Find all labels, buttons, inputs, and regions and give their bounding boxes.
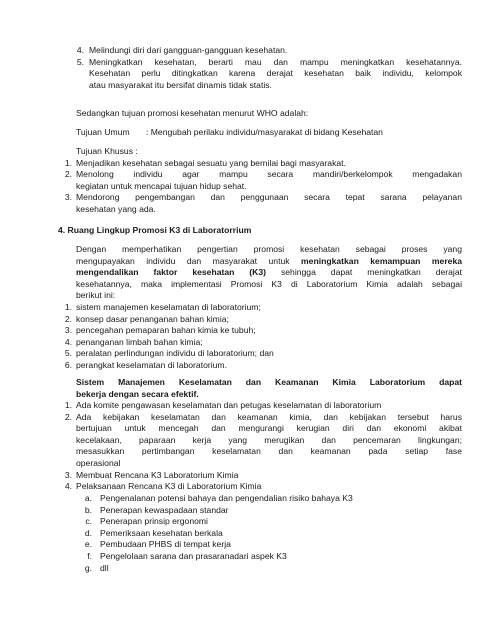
- list-item-continuation: Kesehatan perlu ditingkatkan karena derajat kesehatan baik individu, kelompok: [89, 68, 462, 79]
- tujuan-khusus: Tujuan Khusus : 1. Menjadikan kesehatan sebagai sesuatu yang bernilai bagi masyarakat. 2. Menolong individu agar mampu secara mandiri/berkelompok mengadakan kegiatan untuk mencapai tujuan hidup sehat. 3. Mendorong pengembangan dan penggunaan secara tepat sarana pelayanan kesehatan yang ada.: [0, 146, 494, 216]
- list-item: 3. Membuat Rencana K3 Laboratorium Kimia: [64, 469, 239, 480]
- sub-list-item: a. Pengenalanan potensi bahaya dan pengendalian risiko bahaya K3: [84, 493, 353, 503]
- section-heading: 4. Ruang Lingkup Promosi K3 di Laboratorrium: [58, 225, 252, 235]
- list-item: 5. peralatan perlindungan individu di laboratorium; dan: [64, 348, 274, 359]
- sub-list-item: b. Penerapan kewaspadaan standar: [84, 504, 229, 515]
- sub-list-item: g. dll: [84, 562, 109, 573]
- sub-list-item: f. Pengelolaan sarana dan prasaranadari aspek K3: [87, 550, 287, 561]
- smk-heading: Sistem Manajemen Keselamatan dan Keamanan Kimia Laboratorium dapat bekerja dengan secara efektif.: [76, 377, 462, 399]
- tujuan-umum: Tujuan Umum : Mengubah perilaku individu/masyarakat di bidang Kesehatan: [76, 127, 383, 137]
- list-item: 3. pencegahan pemaparan bahan kimia ke tubuh;: [64, 325, 256, 336]
- list-item: 4. Pelaksanaan Rencana K3 di Laboratorium Kimia: [64, 481, 262, 492]
- list-item: 4. penanganan limbah bahan kimia;: [64, 336, 203, 347]
- list-item: 2. Ada kebijakan keselamatan dan keamanan kimia, dan kebijakan tersebut harus: [64, 411, 462, 422]
- list-item: 2. konsep dasar penanganan bahan kimia;: [64, 313, 229, 324]
- list-item: 6. perangkat keselamatan di laboratorium.: [64, 359, 227, 370]
- list-item: 2. Menolong individu agar mampu secara mandiri/berkelompok mengadakan: [64, 169, 462, 180]
- sub-list-item: d. Pemeriksaan kesehatan berkala: [84, 527, 223, 538]
- list-item: 3. Mendorong pengembangan dan penggunaan secara tepat sarana pelayanan: [64, 192, 462, 203]
- list-item: 5. Meningkatkan kesehatan, berarti mau dan mampu meningkatkan kesehatannya.: [76, 56, 462, 67]
- section-paragraph: Dengan memperhatikan pengertian promosi kesehatan sebagai proses yang mengupayakan individu dan masyarakat untuk meningkatkan kemampuan mereka mengendalikan faktor kesehatan (K3) sehingga dapat meningkatkan derajat kesehatannya, maka implementasi Promosi K3 di Laboratorium Kimia adalah sebagai berikut ini:: [76, 244, 462, 301]
- smk-list: 1. Ada komite pengawasan keselamatan dan petugas keselamatan di laboratorium 2. Ada kebijakan keselamatan dan keamanan kimia, dan kebijakan tersebut harus bertujuan untuk mencegah dan mengurangi kerugian diri dan ekonomi akibat kecelakaan, paparaan kerja yang merugikan dan pencemaran lingkungan; mesasukkan pertimbangan keselamatan dan keamanan pada setiap fase operasional 3. Membuat Rencana K3 Laboratorium Kimia 4. Pelaksanaan Rencana K3 di Laboratorium Kimia: [0, 400, 494, 493]
- sub-list: [0, 493, 494, 574]
- list-item: 4. Melindungi diri dari gangguan-gangguan kesehatan.: [76, 45, 288, 55]
- sub-list-item: e. Pembudaan PHBS di tempat kerja: [84, 539, 231, 550]
- implementation-list: [0, 302, 494, 372]
- sub-list-item: c. Penerapan prinsip ergonomi: [85, 516, 208, 527]
- who-intro: Sedangkan tujuan promosi kesehatan menurut WHO adalah:: [76, 108, 309, 118]
- list-item: 1. sistem manajemen keselamatan di laboratorium;: [64, 302, 261, 312]
- list-item-continuation: atau masyarakat itu bersifat dinamis tidak statis.: [89, 79, 272, 90]
- top-list: [0, 45, 494, 91]
- list-item: 1. Menjadikan kesehatan sebagai sesuatu yang bernilai bagi masyarakat.: [64, 157, 346, 168]
- list-item: 1. Ada komite pengawasan keselamatan dan petugas keselamatan di laboratorium: [64, 400, 382, 410]
